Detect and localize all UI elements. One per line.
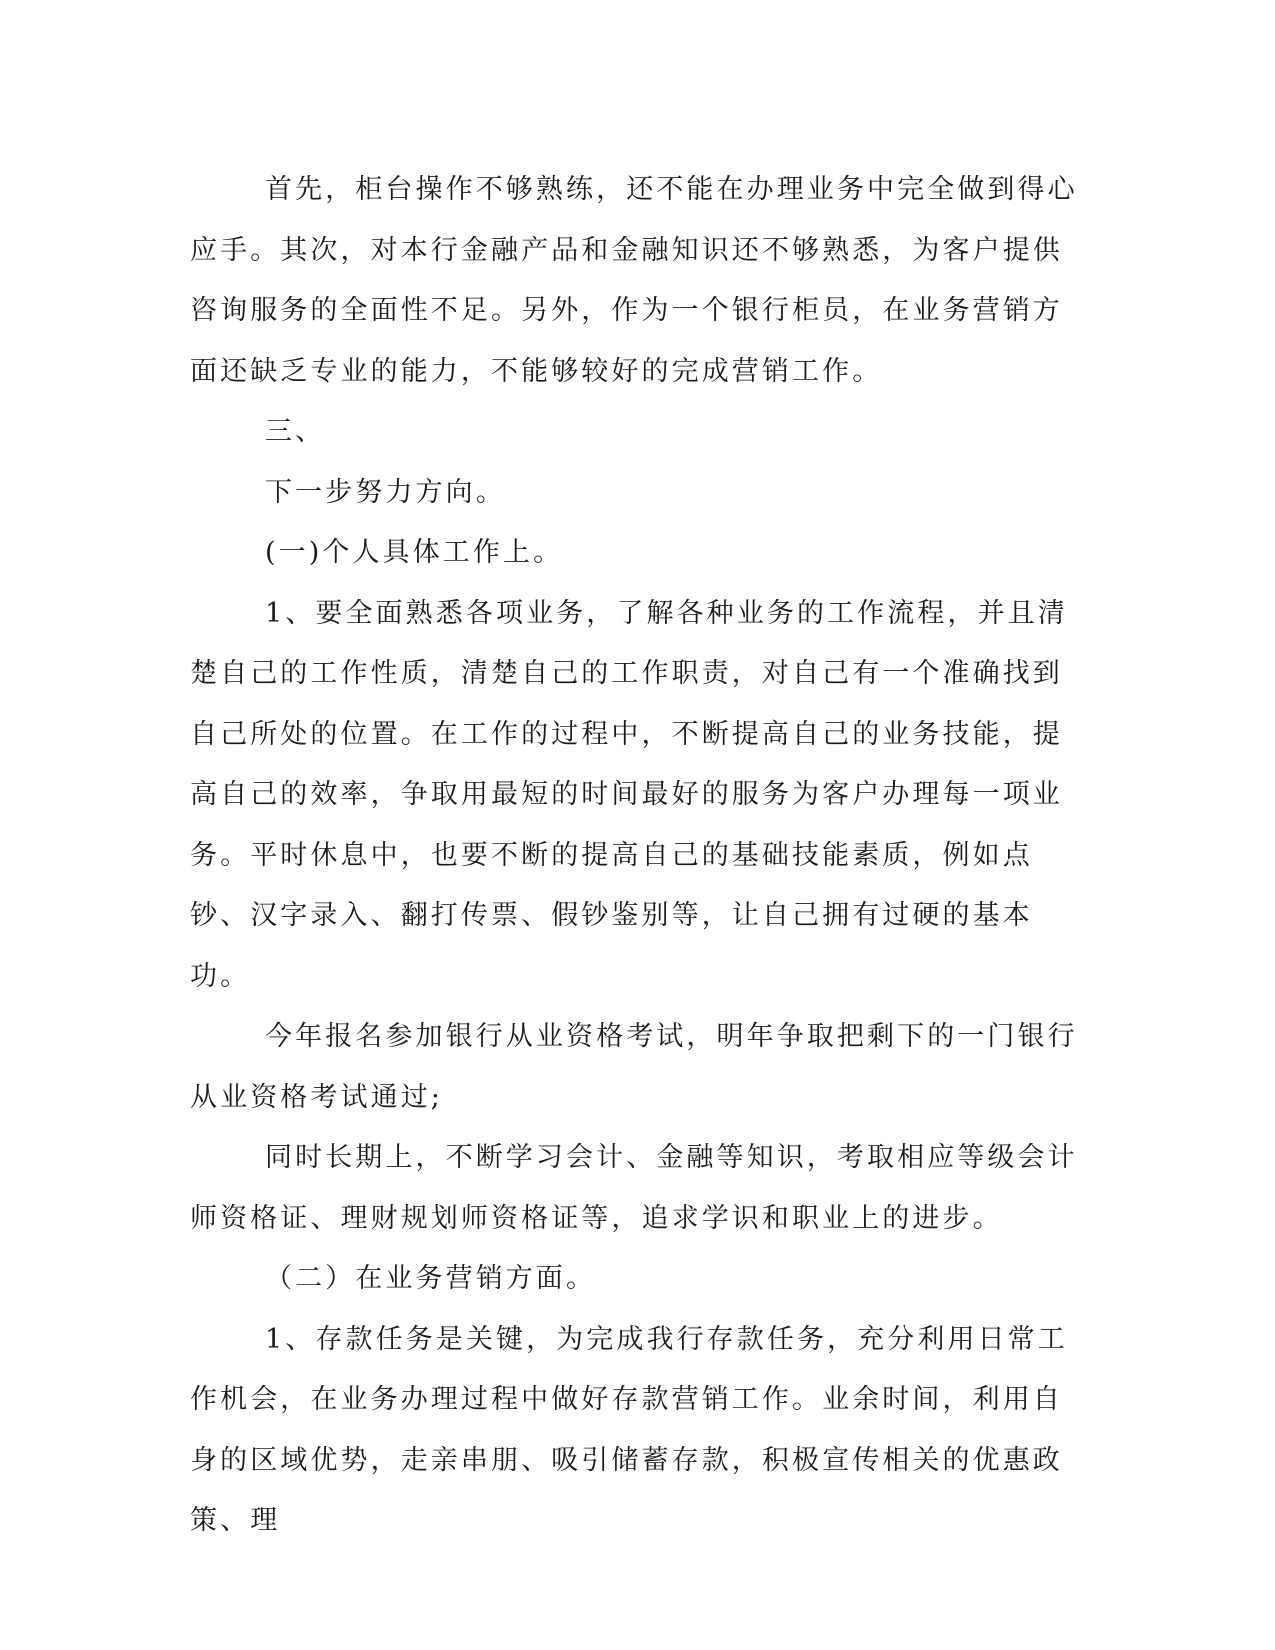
paragraph-qualification-exam: 今年报名参加银行从业资格考试，明年争取把剩下的一门银行从业资格考试通过; bbox=[190, 1021, 1078, 1113]
paragraph-item-1-business: 1、要全面熟悉各项业务，了解各种业务的工作流程，并且清楚自己的工作性质，清楚自己的工作职责，对自己有一个准确找到自己所处的位置。在工作的过程中，不断提高自己的业务技能，提高自己的效率，争取用最短的时间最好的服务为客户办理每一项业务。平时休息中，也要不断的提高自己的基础技能素质，例如点钞、汉字录入、翻打传票、假钞鉴别等，让自己拥有过硬的基本功。 bbox=[190, 597, 1068, 992]
document-body bbox=[190, 160, 1080, 1552]
paragraph-item-1-deposits: 1、存款任务是关键，为完成我行存款任务，充分利用日常工作机会，在业务办理过程中做好存款营销工作。业余时间，利用自身的区域优势，走亲串朋、吸引储蓄存款，积极宣传相关的优惠政策、理 bbox=[190, 1323, 1068, 1536]
section-number-three: 三、 bbox=[265, 416, 326, 447]
subheading-personal-work: (一)个人具体工作上。 bbox=[265, 537, 564, 568]
paragraph-shortcomings: 首先，柜台操作不够熟练，还不能在办理业务中完全做到得心应手。其次，对本行金融产品和金融知识还不够熟悉，为客户提供咨询服务的全面性不足。另外，作为一个银行柜员，在业务营销方面还缺乏专业的能力，不能够较好的完成营销工作。 bbox=[190, 174, 1078, 387]
subheading-marketing: （二）在业务营销方面。 bbox=[265, 1263, 597, 1294]
section-heading-next-steps: 下一步努力方向。 bbox=[265, 476, 506, 508]
paragraph-long-term-study: 同时长期上，不断学习会计、金融等知识，考取相应等级会计师资格证、理财规划师资格证等，追求学识和职业上的进步。 bbox=[190, 1142, 1078, 1234]
